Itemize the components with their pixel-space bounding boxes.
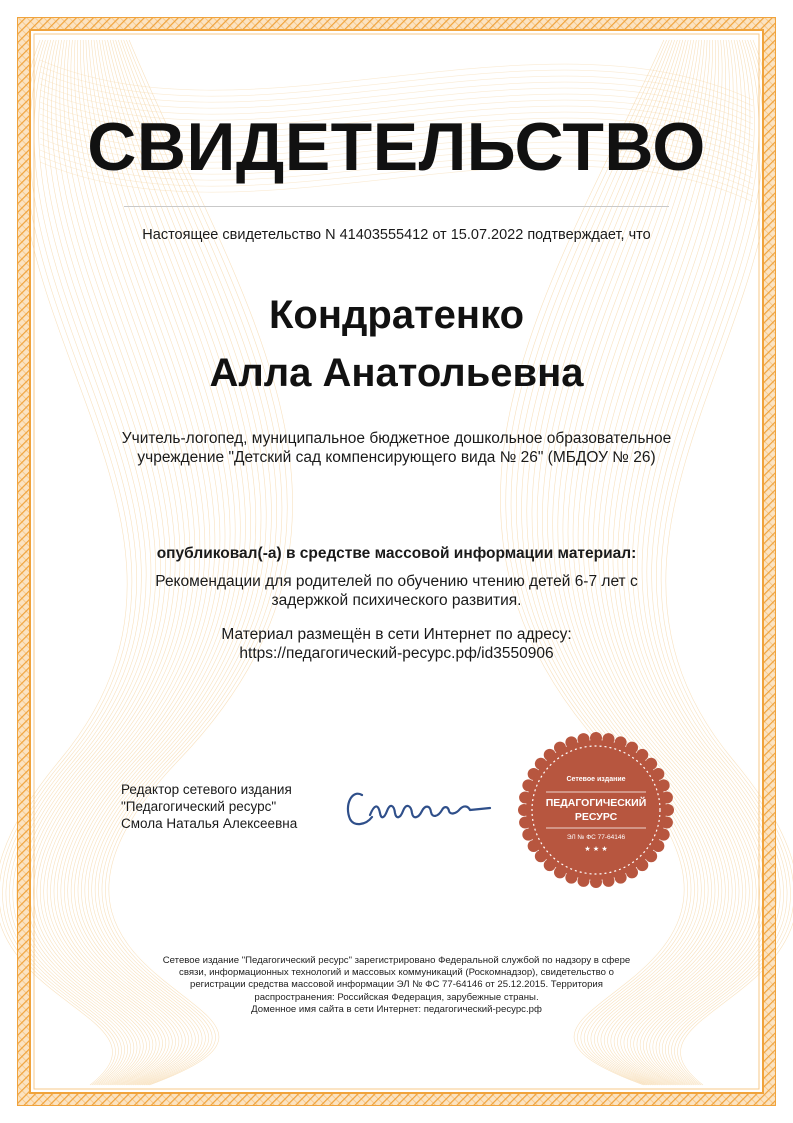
published-heading: опубликовал(-а) в средстве массовой информации материал:: [156, 545, 637, 562]
recipient-given-names: Алла Анатольевна: [209, 351, 584, 395]
recipient-position: Учитель-логопед, муниципальное бюджетное дошкольное образовательное учреждение "Детский сад компенсирующего вида № 26" (МБДОУ № 26): [121, 430, 672, 466]
seal-top-text: Сетевое издание: [566, 776, 626, 783]
footer-line-2: связи, информационных технологий и массовых коммуникаций (Роскомнадзор), свидетельство о: [179, 967, 614, 979]
seal-license: ЭЛ № ФС 77-64146: [566, 834, 626, 841]
seal-name-line-2: РЕСУРС: [574, 811, 618, 823]
registration-footer: [120, 955, 673, 1016]
certificate-title: СВИДЕТЕЛЬСТВО: [87, 109, 706, 185]
seal-stars: ★ ★ ★: [584, 845, 608, 853]
editor-name: Смола Наталья Алексеевна: [121, 816, 298, 831]
recipient-surname: Кондратенко: [269, 293, 524, 337]
editor-line-1: Редактор сетевого издания: [121, 782, 292, 797]
material-title: Рекомендации для родителей по обучению чтению детей 6-7 лет с задержкой психического развития.: [155, 573, 638, 609]
material-url: https://педагогический-ресурс.рф/id3550906: [239, 645, 554, 662]
footer-line-3: регистрации средства массовой информации ЭЛ № ФС 77-64146 от 25.12.2015. Территория: [190, 979, 603, 991]
url-label: Материал размещён в сети Интернет по адресу:: [221, 626, 572, 643]
title-divider: [124, 206, 669, 207]
footer-line-5: Доменное имя сайта в сети Интернет: педагогический-ресурс.рф: [251, 1003, 542, 1015]
editor-line-2: "Педагогический ресурс": [121, 799, 277, 814]
footer-line-4: распространения: Российская Федерация, зарубежные страны.: [254, 991, 539, 1003]
editor-signature: [340, 775, 495, 835]
certificate-statement: Настоящее свидетельство N 41403555412 от 15.07.2022 подтверждает, что: [142, 227, 651, 243]
seal-name-line-1: ПЕДАГОГИЧЕСКИЙ: [545, 797, 647, 809]
footer-line-1: Сетевое издание "Педагогический ресурс" зарегистрировано Федеральной службой по надзору в сфере: [162, 955, 631, 966]
editor-block: [121, 781, 297, 832]
publication-seal: [516, 730, 676, 890]
